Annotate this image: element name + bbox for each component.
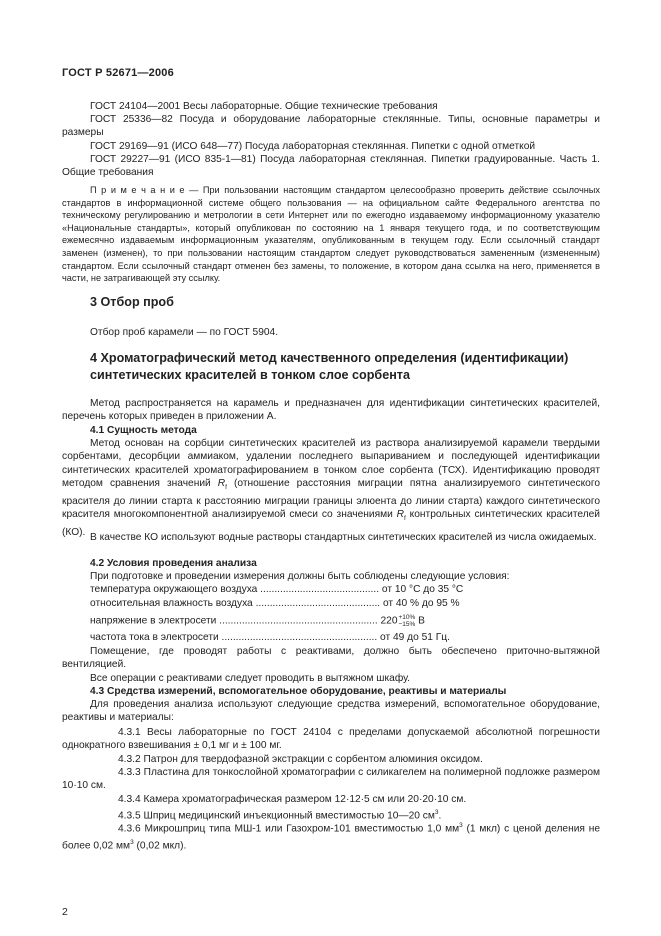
condition-voltage: напряжение в электросети ........................................................ 220+10% −15% В xyxy=(90,614,425,628)
condition-humidity: относительная влажность воздуха ............................................ от 40 % до 95 % xyxy=(90,598,460,609)
fume-hood-paragraph: Все операции с реактивами следует проводить в вытяжном шкафу. xyxy=(90,673,410,684)
item-4-3-3: 4.3.3 Пластина для тонкослойной хроматографии с силикагелем на полимерной подложке размером 10·10 см. xyxy=(62,767,600,792)
page-number: 2 xyxy=(62,906,68,918)
subsection-4-2-intro: При подготовке и проведении измерения должны быть соблюдены следующие условия: xyxy=(90,571,510,582)
section-4-title: 4 Хроматографический метод качественного определения (идентификации) синтетических красителей в тонком слое сорбента xyxy=(90,351,569,382)
reference-item: ГОСТ 24104—2001 Весы лабораторные. Общие технические требования xyxy=(90,101,438,112)
section-3-text: Отбор проб карамели — по ГОСТ 5904. xyxy=(90,327,279,338)
section-4-intro: Метод распространяется на карамель и предназначен для идентификации синтетических красителей, перечень которых приведен в приложении А. xyxy=(62,398,600,423)
condition-temperature: температура окружающего воздуха .......................................... от 10 °С до 35 °С xyxy=(90,584,464,595)
item-4-3-5: 4.3.5 Шприц медицинский инъекционный вместимостью 10—20 $см^3$. xyxy=(118,809,442,822)
item-4-3-6: 4.3.6 Микрошприц типа МШ-1 или Газохром-101 вместимостью 1,0 $мм^3$ (1 мкл) с ценой деления не более 0,02 $мм^3$ (0,02 мкл). xyxy=(62,822,600,852)
item-4-3-2: 4.3.2 Патрон для твердофазной экстракции с сорбентом алюминия оксидом. xyxy=(118,754,483,765)
subsection-4-1-title: 4.1 Сущность метода xyxy=(90,425,197,436)
subsection-4-1-text: Метод основан на сорбции синтетических красителей из раствора анализируемой карамели твердыми сорбентами, десорбции аммиаком, удалении последнего выпариванием и последующей идентификации синтетических красителей хроматографированием в тонком слое сорбента (ТСХ). Идентификацию проводят методом сравнения значений $R_f$ (отношение расстояния миграции пятна анализируемого синтетического красителя до линии старта к расстоянию миграции границы элюента до линии старта) каждого синтетического красителя многокомпонентной анализируемой смеси со значениями $R_f$ контрольных синтетических красителей (КО). xyxy=(62,438,600,538)
item-4-3-4: 4.3.4 Камера хроматографическая размером 12·12·5 см или 20·20·10 см. xyxy=(118,794,467,805)
reference-item: ГОСТ 29227—91 (ИСО 835-1—81) Посуда лабораторная стеклянная. Пипетки градуированные. Часть 1. Общие требования xyxy=(62,154,600,179)
reference-item: ГОСТ 29169—91 (ИСО 648—77) Посуда лабораторная стеклянная. Пипетки с одной отметкой xyxy=(90,141,536,152)
subsection-4-2-title: 4.2 Условия проведения анализа xyxy=(90,558,257,569)
document-header: ГОСТ Р 52671—2006 xyxy=(62,67,174,79)
subsection-4-3-title: 4.3 Средства измерений, вспомогательное оборудование, реактивы и материалы xyxy=(90,686,507,697)
note-paragraph: П р и м е ч а н и е — При пользовании настоящим стандартом целесообразно проверить действие ссылочных стандартов в информационной системе общего пользования — на официальном сайте Федерального агентства по техническому регулированию и метрологии в сети Интернет или по ежегодно издаваемому информационному указателю «Национальные стандарты», который опубликован по состоянию на 1 января текущего года, и по соответствующим ежемесячно издаваемым информационным указателям, опубликованным в текущем году. Если ссылочный стандарт заменен (изменен), то при пользовании настоящим стандартом следует руководствоваться замененным (измененным) стандартом. Если ссылочный стандарт отменен без замены, то положение, в котором дана ссылка на него, применяется в части, не затрагивающей эту ссылку. xyxy=(62,185,600,284)
item-4-3-1: 4.3.1 Весы лабораторные по ГОСТ 24104 с пределами допускаемой абсолютной погрешности однократного взвешивания ± 0,1 мг и ± 100 мг. xyxy=(62,727,600,752)
section-3-title: 3 Отбор проб xyxy=(90,295,174,309)
subsection-4-3-intro: Для проведения анализа используют следующие средства измерений, вспомогательное оборудование, реактивы и материалы: xyxy=(62,699,600,724)
condition-frequency: частота тока в электросети ....................................................... от 49 до 51 Гц. xyxy=(90,632,450,643)
ko-paragraph: В качестве КО используют водные растворы стандартных синтетических красителей из числа ожидаемых. xyxy=(90,532,597,543)
reference-item: ГОСТ 25336—82 Посуда и оборудование лабораторные стеклянные. Типы, основные параметры и размеры xyxy=(62,114,600,139)
ventilation-paragraph: Помещение, где проводят работы с реактивами, должно быть обеспечено приточно-вытяжной вентиляцией. xyxy=(62,646,600,671)
